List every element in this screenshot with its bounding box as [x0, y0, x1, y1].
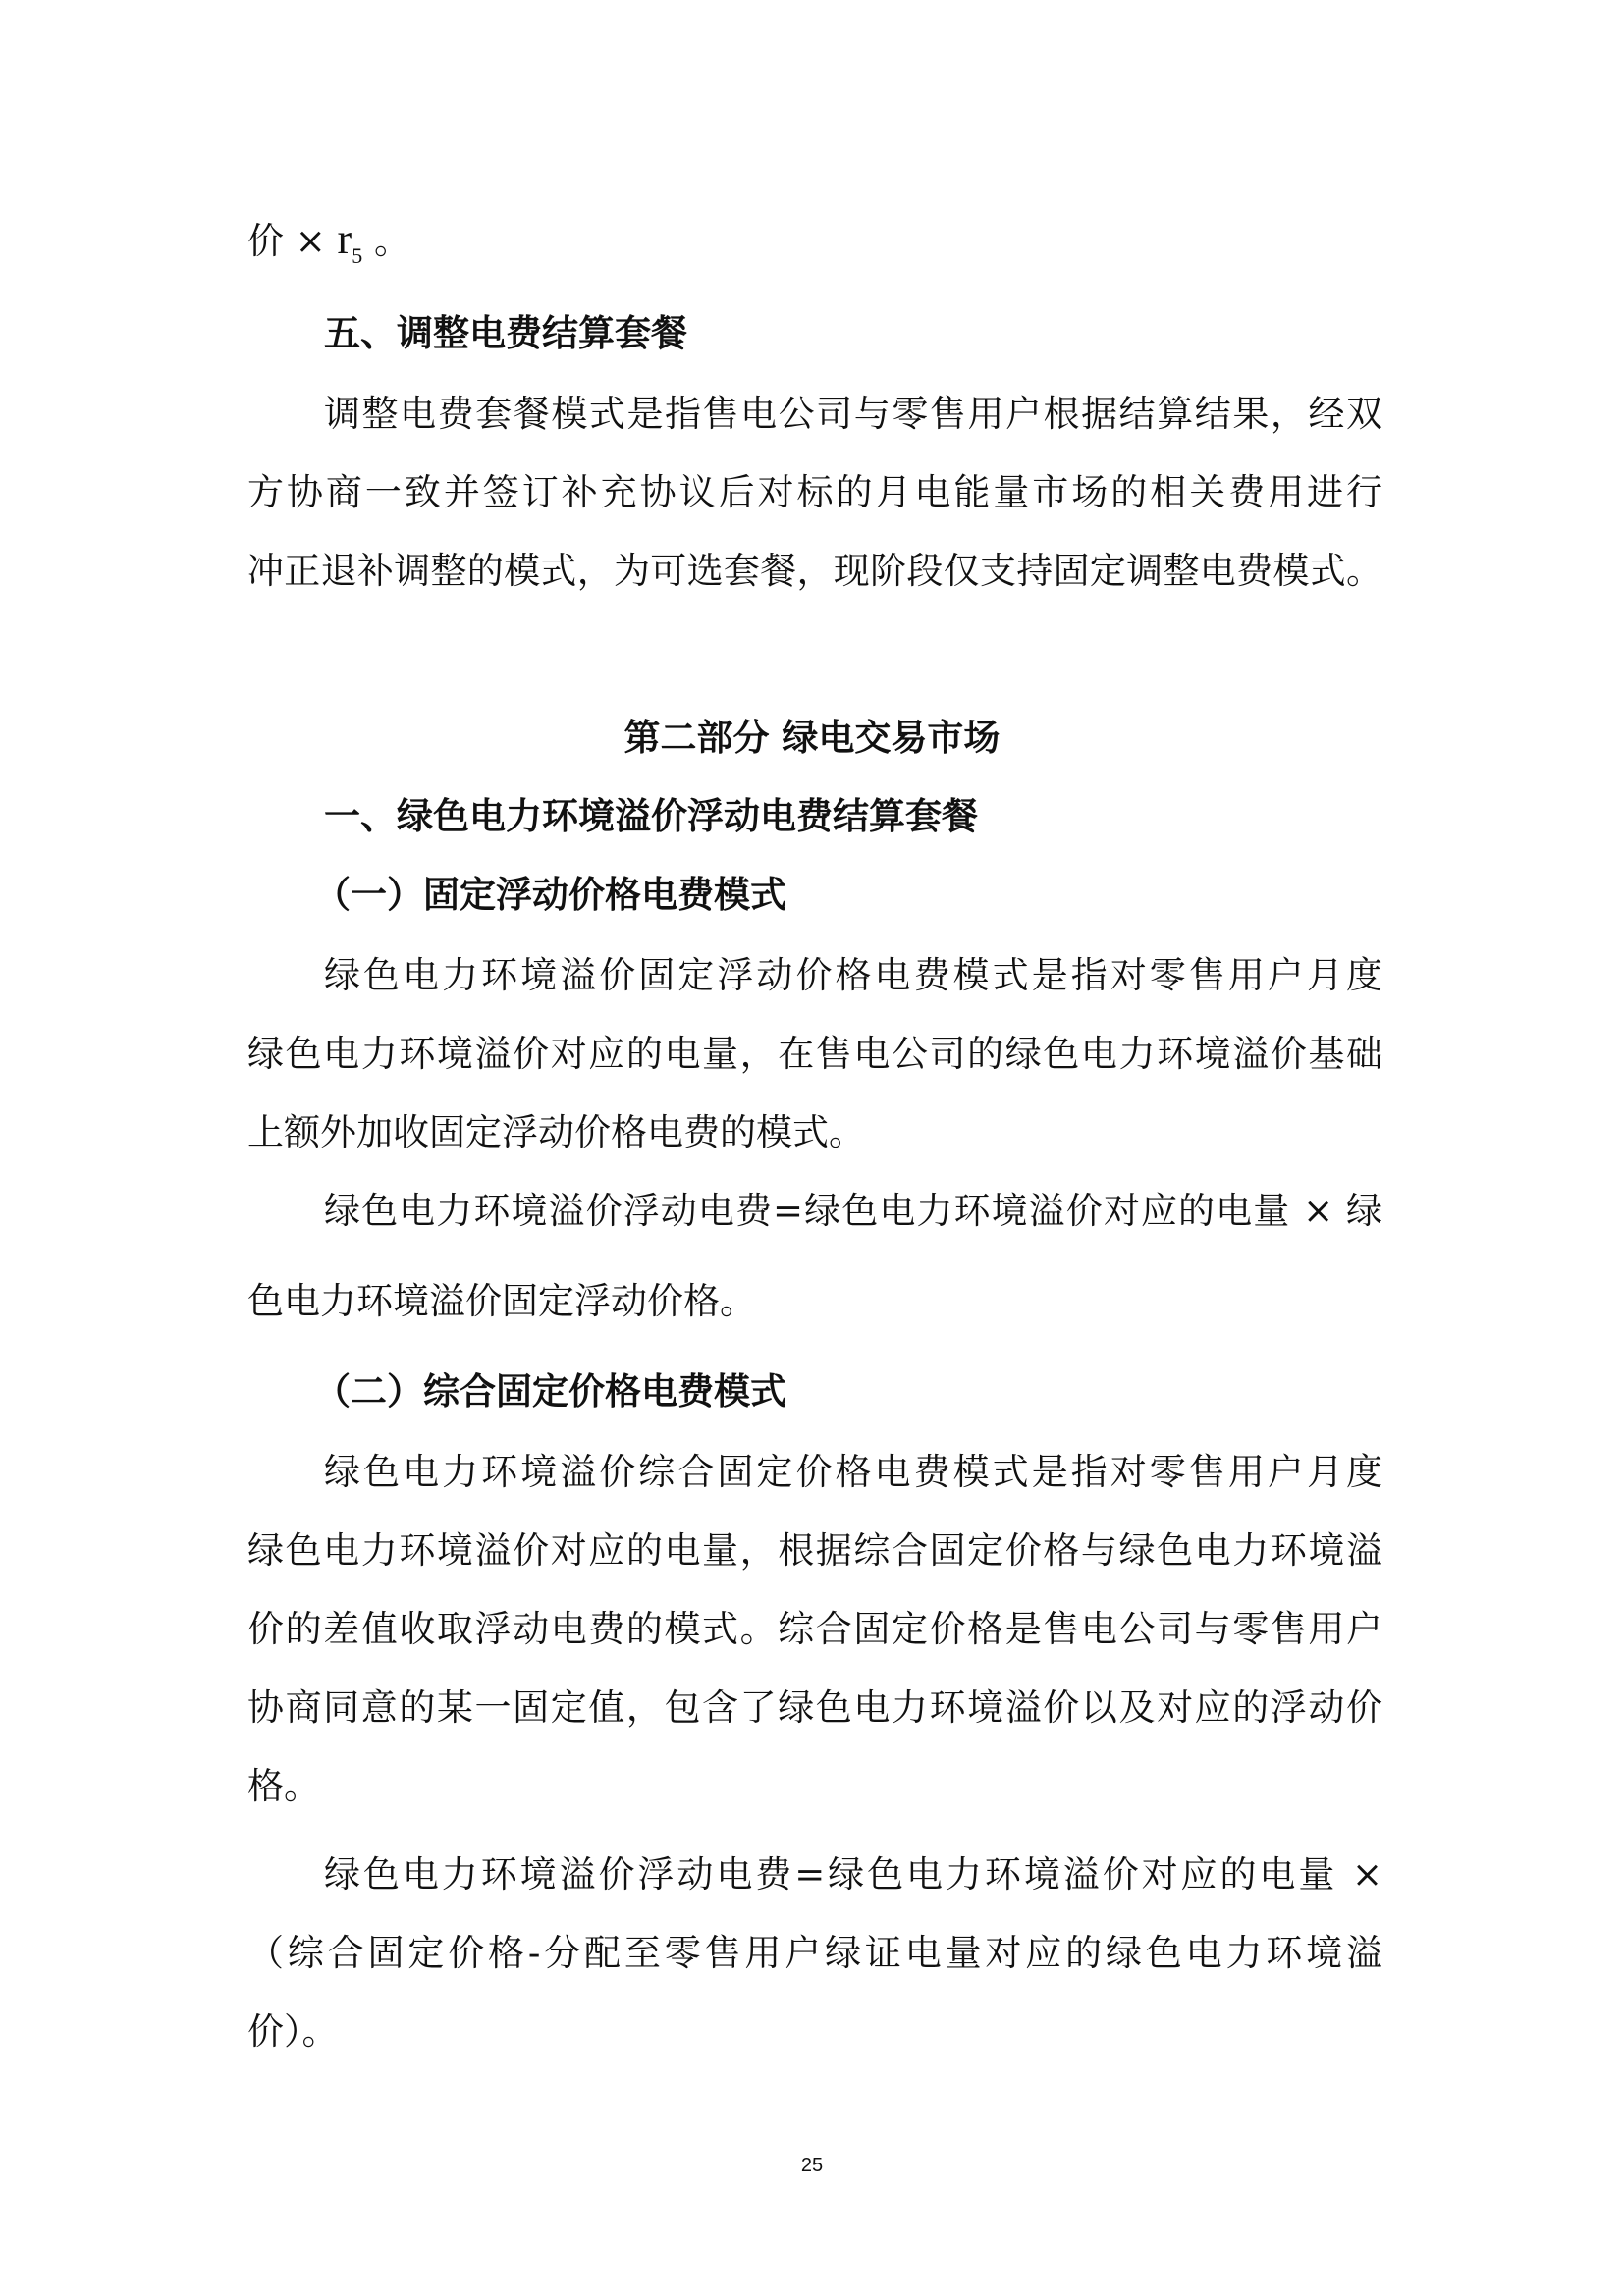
- fragment-suffix: 。: [362, 220, 410, 262]
- formula-line: 价）。: [247, 2010, 339, 2053]
- paragraph-line: 绿色电力环境溢价固定浮动价格电费模式是指对零售用户月度: [324, 954, 1382, 996]
- subscript-5: 5: [352, 243, 363, 268]
- part-title: 第二部分 绿电交易市场: [623, 717, 1001, 759]
- subsection-heading: （二）综合固定价格电费模式: [314, 1370, 786, 1413]
- paragraph-line: 价的差值收取浮动电费的模式。综合固定价格是售电公司与零售用户: [247, 1608, 1382, 1650]
- paragraph-line: 调整电费套餐模式是指售电公司与零售用户根据结算结果，经双: [324, 393, 1382, 435]
- variable-r: r: [337, 215, 352, 263]
- subsection-heading: （一）固定浮动价格电费模式: [314, 874, 786, 916]
- paragraph-line: 绿色电力环境溢价对应的电量，根据综合固定价格与绿色电力环境溢: [247, 1529, 1382, 1572]
- paragraph-line: 绿色电力环境溢价综合固定价格电费模式是指对零售用户月度: [324, 1451, 1382, 1493]
- formula-line: 绿色电力环境溢价浮动电费=绿色电力环境溢价对应的电量 ×: [324, 1853, 1382, 1896]
- formula-line: 绿色电力环境溢价浮动电费=绿色电力环境溢价对应的电量 × 绿: [324, 1190, 1382, 1232]
- section-heading: 一、绿色电力环境溢价浮动电费结算套餐: [324, 795, 978, 837]
- page-number: 25: [800, 2155, 824, 2176]
- paragraph-line: 方协商一致并签订补充协议后对标的月电能量市场的相关费用进行: [247, 471, 1382, 513]
- paragraph-line: 绿色电力环境溢价对应的电量，在售电公司的绿色电力环境溢价基础: [247, 1033, 1382, 1075]
- paragraph-line: 格。: [247, 1765, 320, 1807]
- paragraph-line: 冲正退补调整的模式，为可选套餐，现阶段仅支持固定调整电费模式。: [247, 550, 1382, 592]
- formula-fragment: [247, 215, 410, 268]
- paragraph-line: 上额外加收固定浮动价格电费的模式。: [247, 1111, 865, 1153]
- formula-line: （综合固定价格-分配至零售用户绿证电量对应的绿色电力环境溢: [247, 1932, 1382, 1974]
- formula-line: 色电力环境溢价固定浮动价格。: [247, 1280, 756, 1322]
- fragment-prefix: 价 ×: [247, 220, 338, 262]
- section-heading: 五、调整电费结算套餐: [324, 312, 687, 354]
- paragraph-line: 协商同意的某一固定值，包含了绿色电力环境溢价以及对应的浮动价: [247, 1686, 1382, 1729]
